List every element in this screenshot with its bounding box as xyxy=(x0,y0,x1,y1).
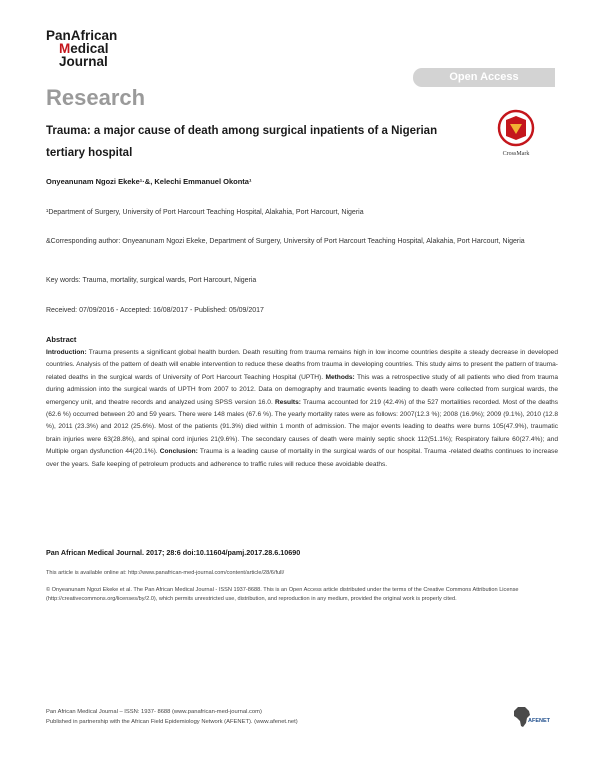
logo-line-1: PanAfrican xyxy=(46,28,118,43)
abstract-heading: Abstract xyxy=(46,335,77,344)
affiliation: ¹Department of Surgery, University of Port Harcourt Teaching Hospital, Alakahia, Port Harcourt, Nigeria xyxy=(46,209,364,216)
intro-label: Introduction: xyxy=(46,349,87,356)
copyright-notice: © Onyeanunam Ngozi Ekeke et al. The Pan African Medical Journal - ISSN 1937-8688. This is an Open Access article distributed under the terms of the Creative Commons Attribution License (http://creativecommons.org/licenses/by/2.0), which permits unrestricted use, distribution, and reproduction in any medium, provided the original work is properly cited. xyxy=(46,587,519,602)
section-label: Research xyxy=(46,85,146,110)
afenet-logo xyxy=(510,706,560,732)
corresponding-author: &Corresponding author: Onyeanunam Ngozi Ekeke, Department of Surgery, University of Port Harcourt Teaching Hospital, Alakahia, Port Harcourt, Nigeria xyxy=(46,238,525,245)
africa-map-icon xyxy=(512,706,532,728)
journal-citation: Pan African Medical Journal. 2017; 28:6 doi:10.11604/pamj.2017.28.6.10690 xyxy=(46,548,301,557)
crossmark-label: CrossMark xyxy=(502,151,530,157)
open-access-badge: Open Access xyxy=(413,68,555,87)
logo-line-2-text: edical xyxy=(70,41,109,56)
logo-line-3: Journal xyxy=(59,54,108,69)
crossmark-icon xyxy=(496,108,536,148)
authors: Onyeanunam Ngozi Ekeke¹·&, Kelechi Emmanuel Okonta¹ xyxy=(46,177,252,186)
logo-red-letter: M xyxy=(59,41,71,56)
crossmark-badge[interactable] xyxy=(496,108,536,158)
footer-line-1: Pan African Medical Journal – ISSN: 1937- 8688 (www.panafrican-med-journal.com) xyxy=(46,709,262,715)
conclusion-label: Conclusion: xyxy=(159,448,198,456)
methods-label: Methods: xyxy=(325,373,355,381)
available-online: This article is available online at: http://www.panafrican-med-journal.com/content/article/28/6/full/ xyxy=(46,570,285,576)
footer-line-2: Published in partnership with the African Field Epidemiology Network (AFENET). (www.afenet.net) xyxy=(46,719,298,725)
abstract-body xyxy=(46,347,558,471)
intro-text: Trauma presents a significant global health burden. Death resulting from trauma remains high in low income countries despite a steady decrease in developed countries. Analysis of the pattern of death will enable intervention to reduce these deaths from trauma in developing countries. This study aims to present the pattern of trauma-related deaths in the surgical wards of University of Port Harcourt Teaching Hospital (UPTH). xyxy=(46,349,558,381)
results-text: Trauma accounted for 219 (42.4%) of the 527 mortalities recorded. Most of the deaths (62.6 %) occurred between 20 and 59 years. There were 148 males (67.6 %). The yearly mortality rates were as follows: 2007(12.3 %); 2008 (16.9%); 2009 (9.1%), 2010 (12.8 %), 2011 (23.3%) and 2012 (25.6%). Most of the patients (91.3%) died within 1 month of admission. The major events leading to deaths were burns 105(47.9%), traumatic brain injuries were 63(28.8%), and spinal cord injuries 21(9.6%). The secondary causes of death were mainly septic shock 112(51.1%); Respiratory failure 60(27.4%); and Multiple organ dysfunction 44(20.1%). xyxy=(46,398,558,456)
results-label: Results: xyxy=(274,398,301,406)
article-dates: Received: 07/09/2016 - Accepted: 16/08/2017 - Published: 05/09/2017 xyxy=(46,307,264,314)
conclusion-text: Trauma is a leading cause of mortality in the surgical wards of our hospital. Trauma -related deaths continues to increase over the years. Safe keeping of petroleum products and adherence to traffic rules will reduce these avoidable deaths. xyxy=(46,448,558,468)
methods-text: This was a retrospective study of all patients who died from trauma during admission into the surgical wards of UPTH from 2007 to 2012. Data on demography and traumatic events leading to death were collected from surgical wards, the emergency unit, and theatre records and analyzed using SPSS version 16.0. xyxy=(46,373,558,406)
afenet-label: AFENET xyxy=(528,718,550,724)
article-title: Trauma: a major cause of death among surgical inpatients of a Nigerian tertiary hospital xyxy=(46,125,438,159)
keywords: Key words: Trauma, mortality, surgical wards, Port Harcourt, Nigeria xyxy=(46,277,257,284)
